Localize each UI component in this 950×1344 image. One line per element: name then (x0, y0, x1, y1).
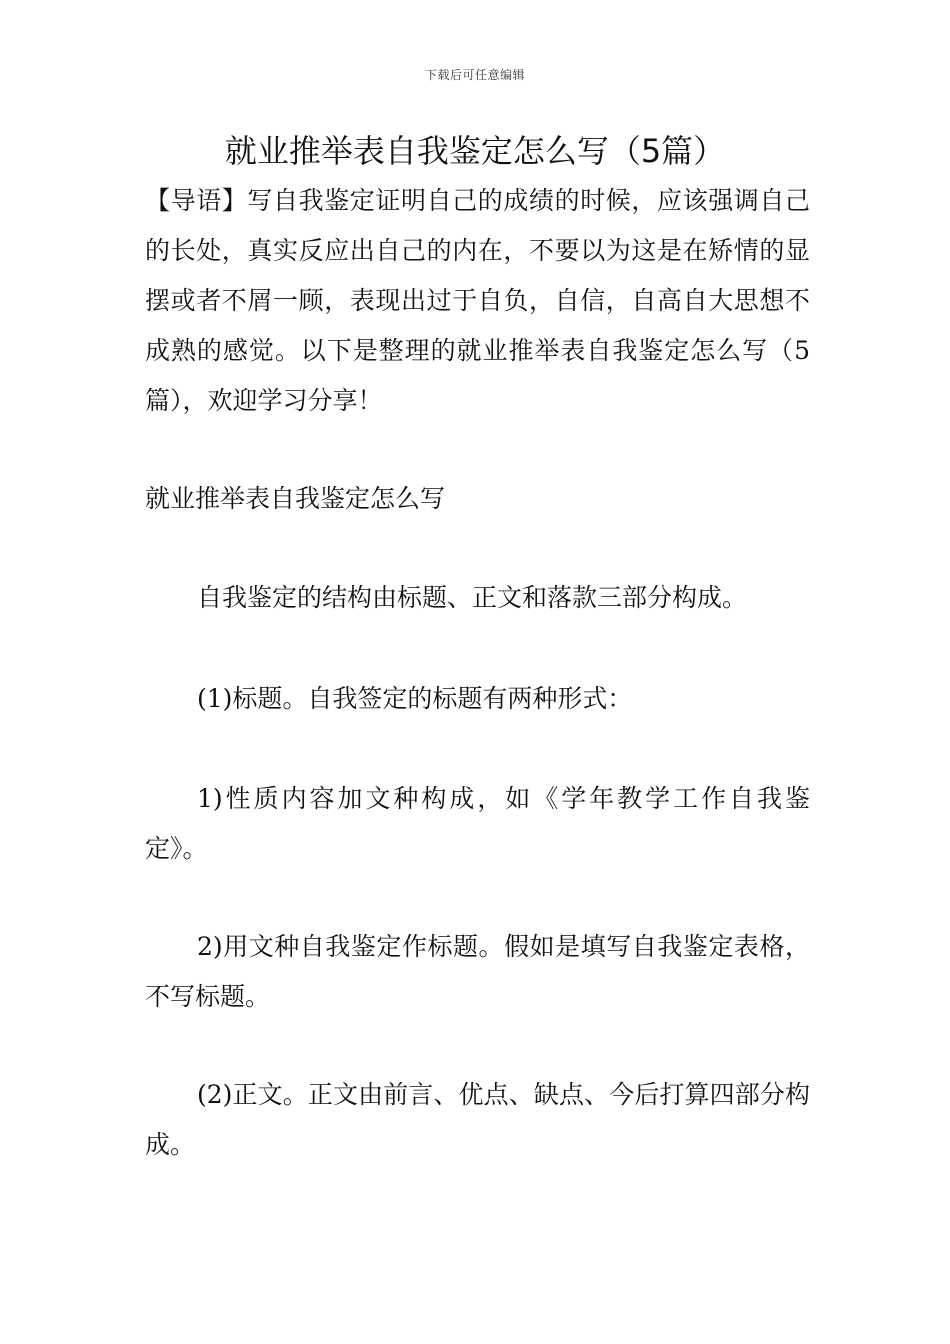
header-note: 下载后可任意编辑 (424, 68, 525, 82)
section-heading: 就业推举表自我鉴定怎么写 (145, 484, 446, 513)
intro-paragraph: 【导语】写自我鉴定证明自己的成绩的时候，应该强调自己的长处，真实反应出自己的内在，不要以为这是在矫情的显摆或者不屑一顾，表现出过于自负，自信，自高自大思想不成熟的感觉。以下是整理的就业推举表自我鉴定怎么写（5篇），欢迎学习分享！ (145, 186, 810, 415)
paragraph-structure: 自我鉴定的结构由标题、正文和落款三部分构成。 (197, 583, 748, 612)
paragraph-title-form-1: 1)性质内容加文种构成，如《学年教学工作自我鉴定》。 (145, 784, 810, 863)
paragraph-title-forms: (1)标题。自我签定的标题有两种形式： (197, 684, 633, 713)
paragraph-body-structure: (2)正文。正文由前言、优点、缺点、今后打算四部分构成。 (145, 1080, 810, 1159)
page-title: 就业推举表自我鉴定怎么写（5篇） (224, 132, 726, 170)
paragraph-title-form-2: 2)用文种自我鉴定作标题。假如是填写自我鉴定表格，不写标题。 (145, 932, 810, 1011)
